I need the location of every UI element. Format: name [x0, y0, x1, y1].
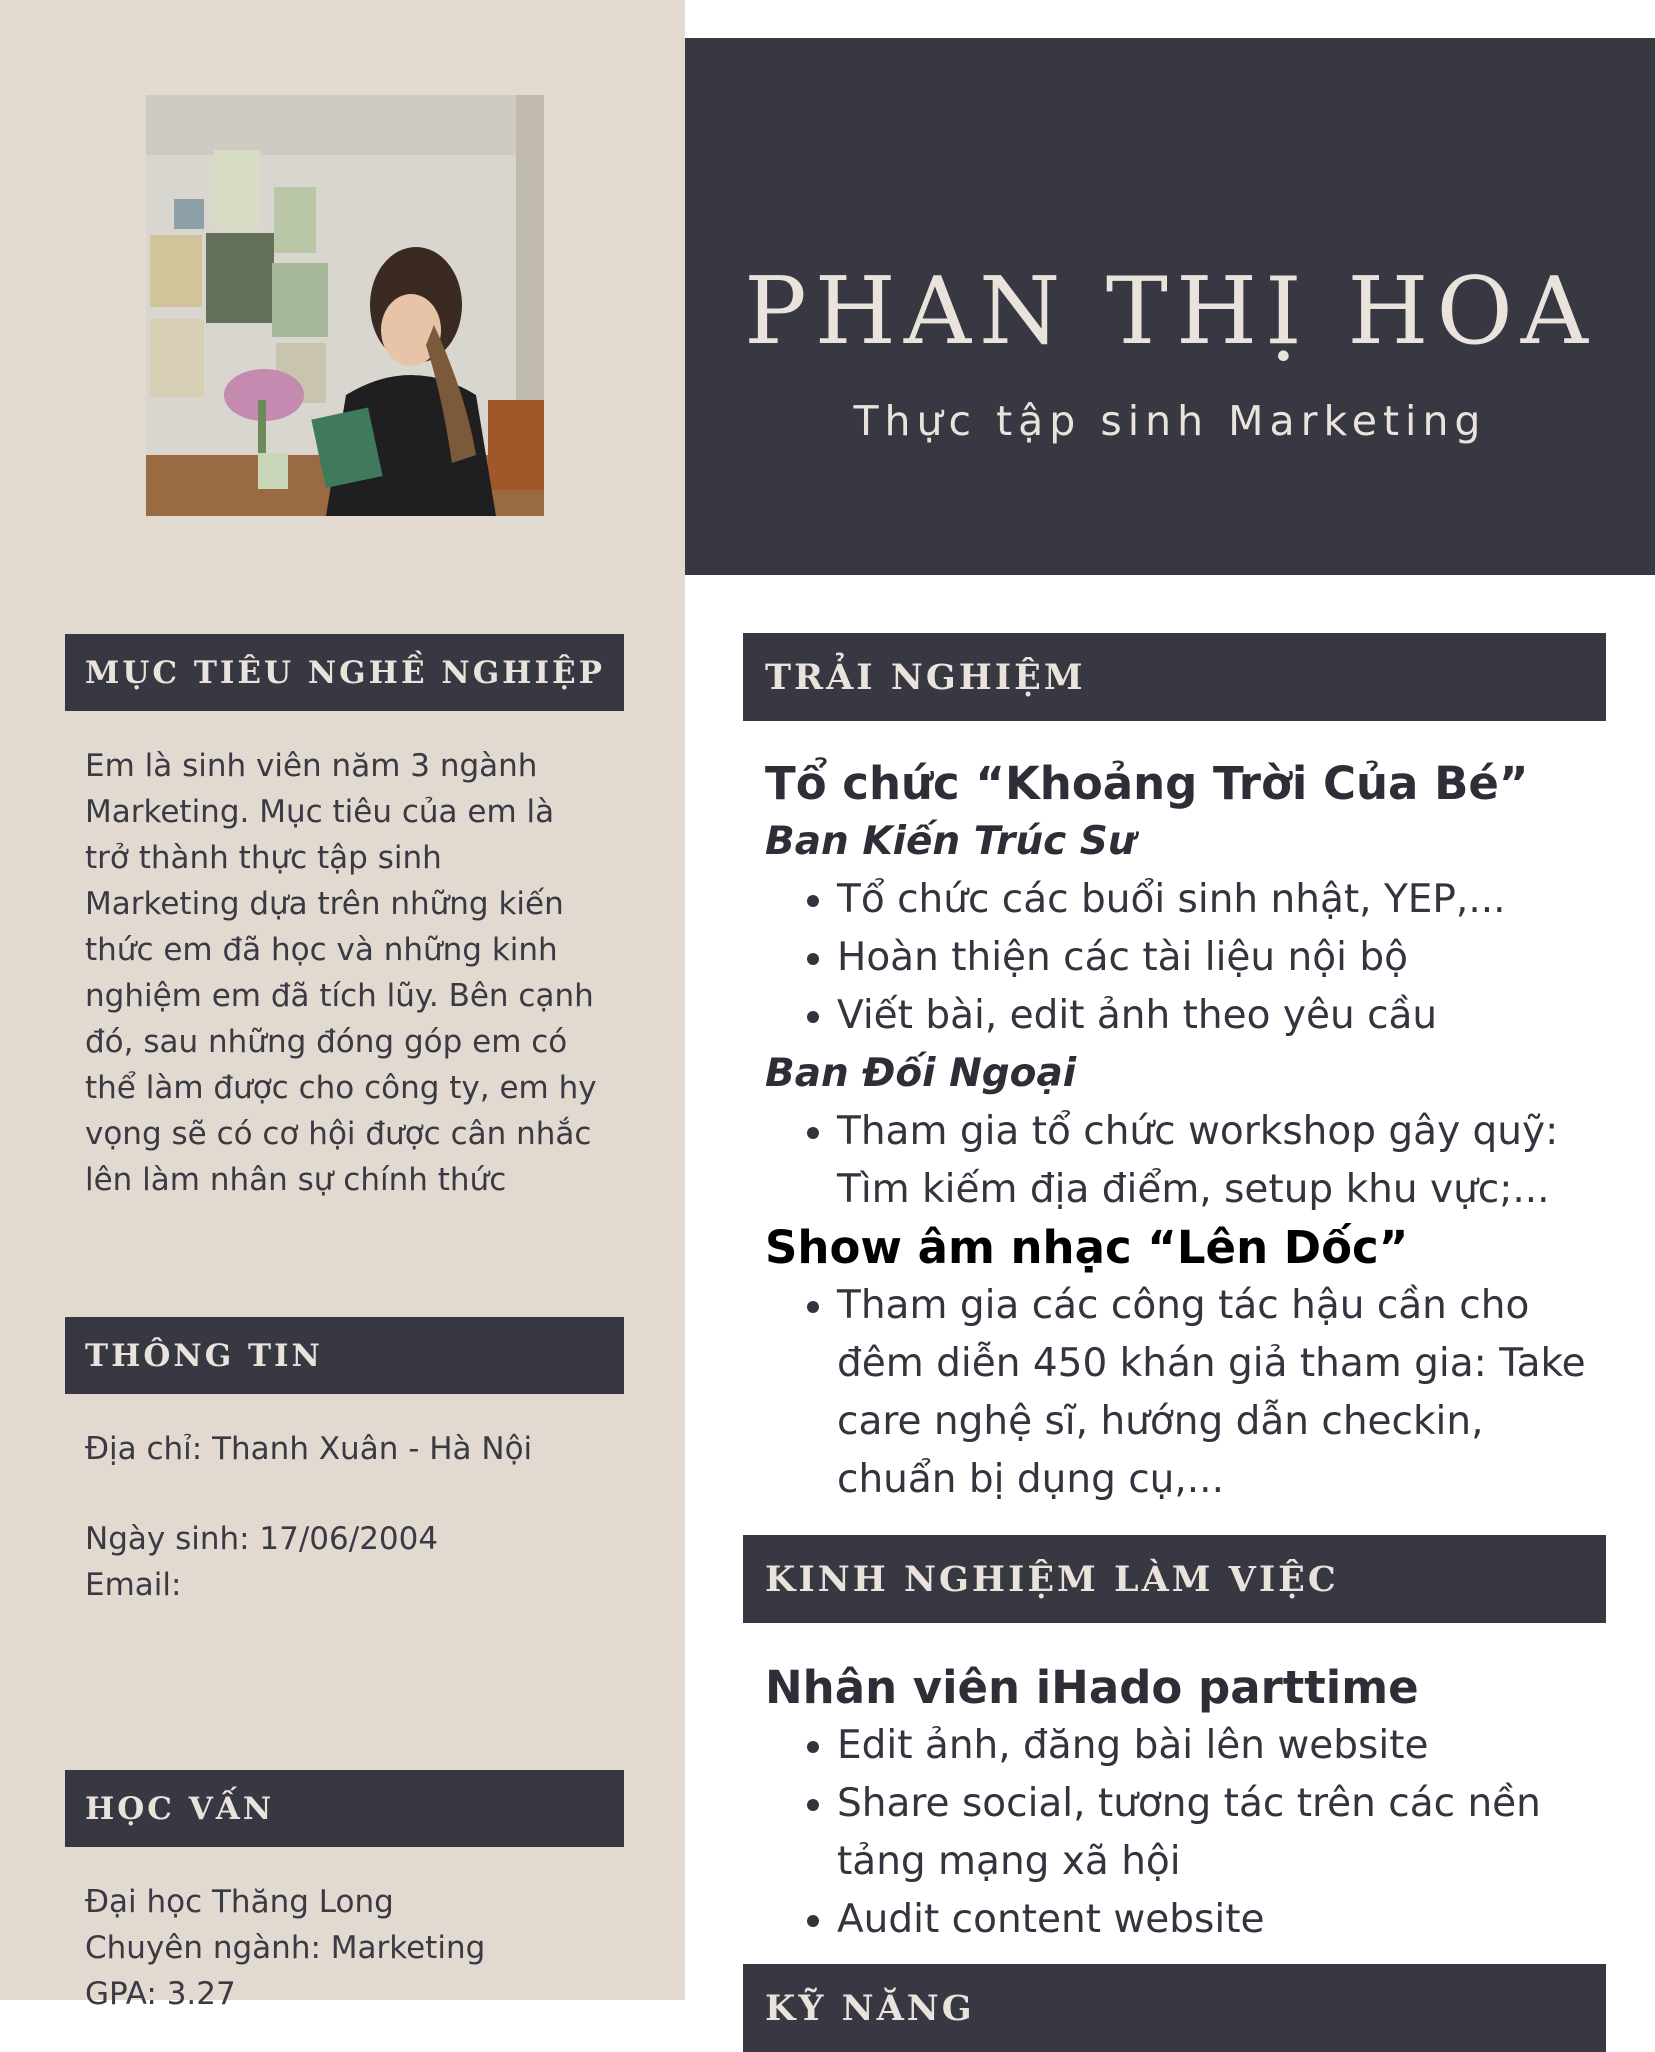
list-item: • Share social, tương tác trên các nền tảng mạng xã hội: [837, 1775, 1595, 1891]
list-item: • Viết bài, edit ảnh theo yêu cầu: [837, 987, 1595, 1045]
org2-title: Show âm nhạc “Lên Dốc”: [765, 1221, 1409, 1274]
list-item: • Tham gia các công tác hậu cần cho đêm diễn 450 khán giả tham gia: Take care nghệ sĩ, hướng dẫn checkin, chuẩn bị dụng cụ,...: [837, 1277, 1595, 1509]
info-text: [85, 1426, 605, 1608]
org1-team1-list: [765, 871, 1595, 1045]
org1-title: Tổ chức “Khoảng Trời Của Bé”: [765, 757, 1529, 810]
objective-paragraph: Em là sinh viên năm 3 ngành Marketing. Mục tiêu của em là trở thành thực tập sinh Marketing dựa trên những kiến thức em đã học và những kinh nghiệm em đã tích lũy. Bên cạnh đó, sau những đóng góp em có thể làm được cho công ty, em hy vọng sẽ có cơ hội được cân nhắc lên làm nhân sự chính thức: [85, 748, 597, 1198]
list-item: • Hoàn thiện các tài liệu nội bộ: [837, 929, 1595, 987]
org1-team2: Ban Đối Ngoại: [765, 1051, 1077, 1096]
info-birthday: Ngày sinh: 17/06/2004: [85, 1521, 439, 1557]
org1-team2-list: [765, 1103, 1595, 1219]
list-item: • Tham gia tổ chức workshop gây quỹ: Tìm kiếm địa điểm, setup khu vực;...: [837, 1103, 1595, 1219]
work-content: [765, 1659, 1595, 1949]
skills-heading: KỸ NĂNG: [743, 1964, 1606, 2052]
education-text: [85, 1879, 605, 2017]
org1-team1: Ban Kiến Trúc Sư: [765, 819, 1136, 864]
education-major: Chuyên ngành: Marketing: [85, 1930, 486, 1966]
job1-title: Nhân viên iHado parttime: [765, 1661, 1419, 1714]
header-banner: [685, 38, 1655, 575]
education-gpa: GPA: 3.27: [85, 1976, 236, 2012]
objective-heading: MỤC TIÊU NGHỀ NGHIỆP: [65, 634, 624, 711]
job1-list: [765, 1717, 1595, 1949]
work-heading: KINH NGHIỆM LÀM VIỆC: [743, 1535, 1606, 1623]
experience-heading: TRẢI NGHIỆM: [743, 633, 1606, 721]
education-school: Đại học Thăng Long: [85, 1884, 394, 1920]
list-item: • Tổ chức các buổi sinh nhật, YEP,...: [837, 871, 1595, 929]
info-address: Địa chỉ: Thanh Xuân - Hà Nội: [85, 1431, 533, 1467]
list-item: • Edit ảnh, đăng bài lên website: [837, 1717, 1595, 1775]
info-heading: THÔNG TIN: [65, 1317, 624, 1394]
list-item: • Audit content website: [837, 1891, 1595, 1949]
experience-content: [765, 755, 1595, 1509]
objective-text: [85, 743, 605, 1203]
org2-list: [765, 1277, 1595, 1509]
candidate-role: Thực tập sinh Marketing: [853, 397, 1487, 445]
info-email-label: Email:: [85, 1567, 182, 1603]
candidate-name: PHAN THỊ HOA: [744, 257, 1596, 365]
profile-photo: [146, 95, 544, 516]
education-heading: HỌC VẤN: [65, 1770, 624, 1847]
